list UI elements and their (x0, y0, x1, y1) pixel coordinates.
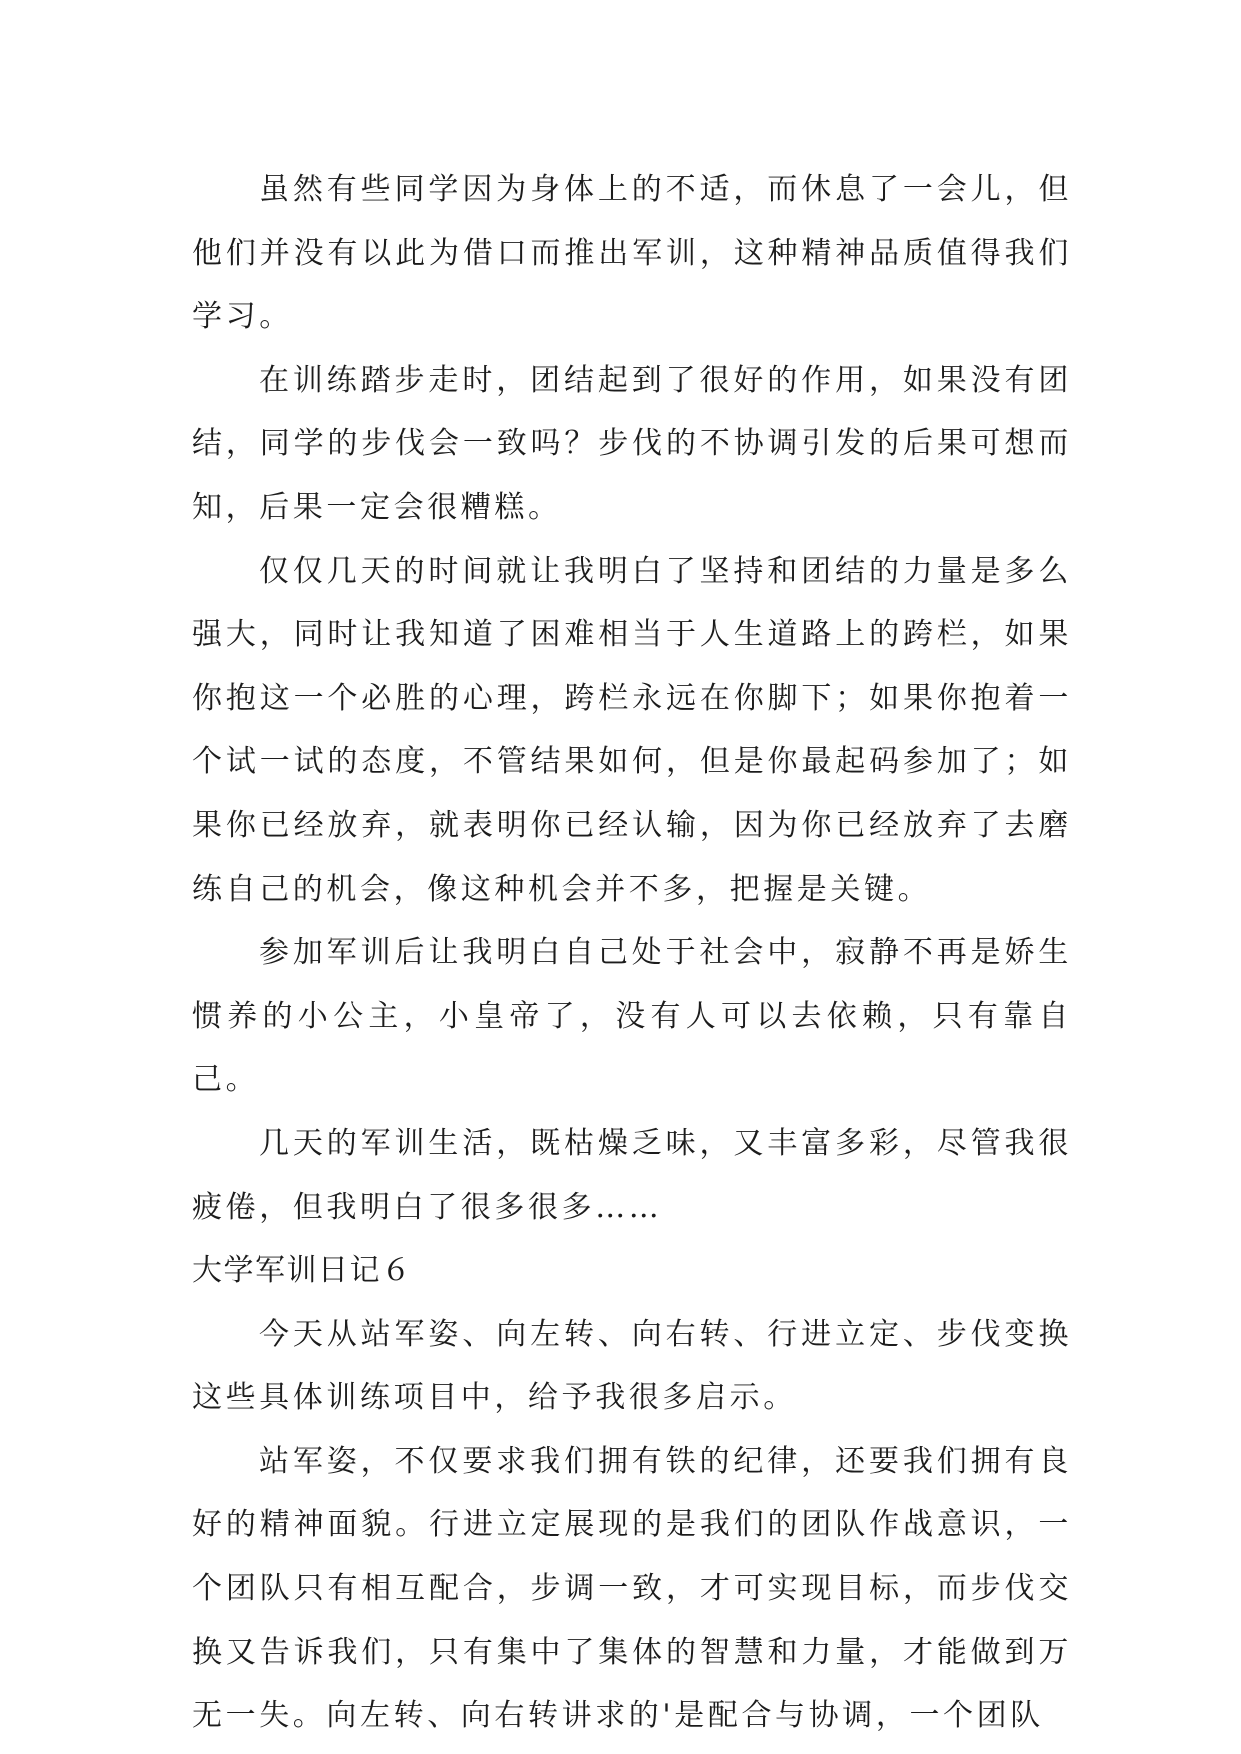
paragraph: 虽然有些同学因为身体上的不适，而休息了一会儿，但他们并没有以此为借口而推出军训，这种精神品质值得我们学习。 (192, 172, 1072, 335)
document-body (192, 158, 1072, 1748)
paragraph: 站军姿，不仅要求我们拥有铁的纪律，还要我们拥有良好的精神面貌。行进立定展现的是我们的团队作战意识，一个团队只有相互配合，步调一致，才可实现目标，而步伐交换又告诉我们，只有集中了集体的智慧和力量，才能做到万无一失。向左转、向右转讲求的'是配合与协调，一个团队 (192, 1443, 1072, 1734)
paragraph: 今天从站军姿、向左转、向右转、行进立定、步伐变换这些具体训练项目中，给予我很多启示。 (192, 1316, 1072, 1416)
section-title: 大学军训日记６ (192, 1253, 413, 1289)
paragraph: 仅仅几天的时间就让我明白了坚持和团结的力量是多么强大，同时让我知道了困难相当于人生道路上的跨栏，如果你抱这一个必胜的心理，跨栏永远在你脚下；如果你抱着一个试一试的态度，不管结果如何，但是你最起码参加了；如果你已经放弃，就表明你已经认输，因为你已经放弃了去磨练自己的机会，像这种机会并不多，把握是关键。 (192, 553, 1072, 907)
paragraph: 在训练踏步走时，团结起到了很好的作用，如果没有团结，同学的步伐会一致吗？步伐的不协调引发的后果可想而知，后果一定会很糟糕。 (192, 362, 1072, 525)
paragraph: 几天的军训生活，既枯燥乏味，又丰富多彩，尽管我很疲倦，但我明白了很多很多…… (192, 1125, 1072, 1225)
paragraph: 参加军训后让我明白自己处于社会中，寂静不再是娇生惯养的小公主，小皇帝了，没有人可以去依赖，只有靠自己。 (192, 935, 1072, 1098)
